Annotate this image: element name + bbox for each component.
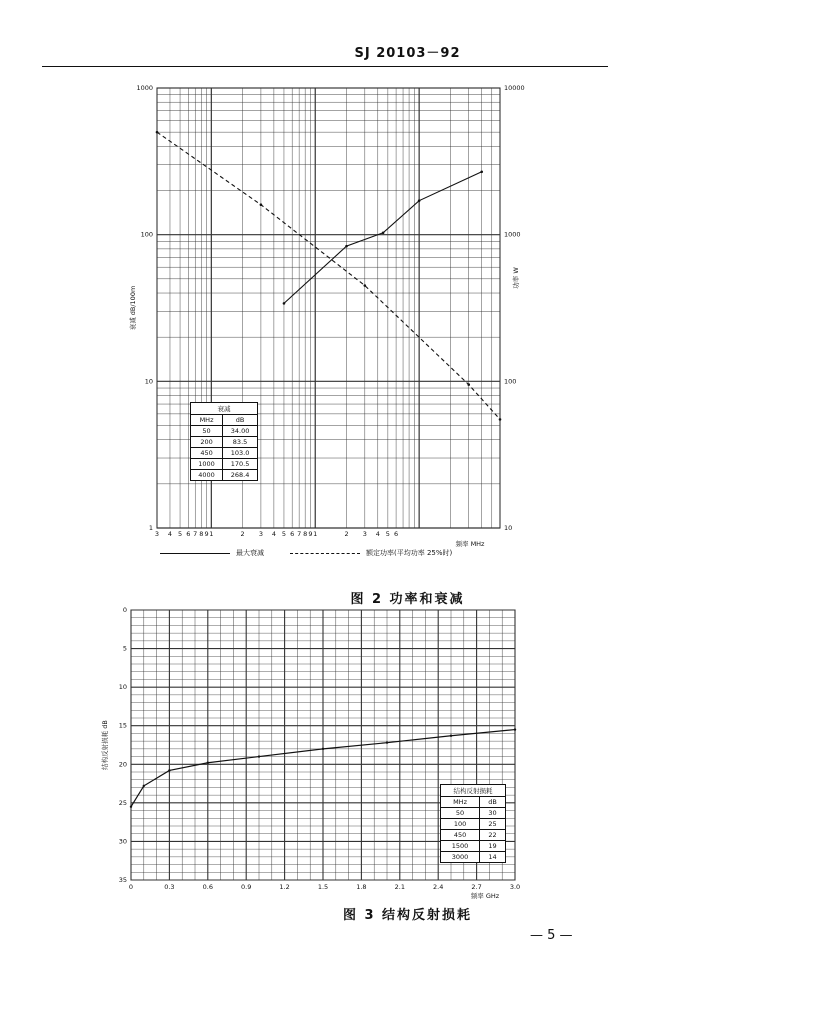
tick-label: 10 [504, 524, 513, 532]
table-row [191, 459, 258, 470]
data-point [260, 203, 263, 206]
table-cell: 30 [480, 808, 506, 819]
tick-label: 0 [128, 883, 134, 891]
table-cell: 1000 [191, 459, 223, 470]
table-cell: 14 [480, 852, 506, 863]
y-axis-label: 结构反射损耗 dB [101, 720, 109, 770]
table-cell: 450 [441, 830, 480, 841]
tick-label: 10 [144, 377, 153, 386]
tick-label: 1.8 [356, 883, 367, 891]
table-cell: 200 [191, 437, 223, 448]
page-number: — 5 — [530, 928, 573, 943]
tick-label: 1.2 [279, 883, 290, 891]
tick-label: 30 [118, 837, 127, 846]
tick-label: 3.0 [509, 883, 521, 891]
tick-label: 4 [167, 530, 173, 538]
legend-solid [160, 548, 264, 558]
table-row [191, 448, 258, 459]
legend-dashed [290, 548, 452, 558]
figure3-table-header: dB [480, 797, 506, 808]
figure3-table-title: 结构反射损耗 [441, 785, 506, 797]
tick-label: 8 [199, 530, 204, 538]
figure3-caption: 图 3 结构反射损耗 [342, 908, 473, 923]
tick-label: 7 [297, 530, 302, 538]
tick-label: 9 [204, 530, 209, 538]
tick-label: 6 [290, 530, 295, 538]
tick-label: 2.1 [394, 883, 405, 891]
tick-label: 1.5 [317, 883, 329, 891]
table-cell: 450 [191, 448, 223, 459]
figure2-table-header: dB [223, 415, 258, 426]
data-point [418, 199, 421, 202]
tick-label: 10 [118, 683, 127, 692]
tick-label: 3 [154, 530, 160, 538]
data-point [450, 735, 452, 737]
data-point [364, 284, 367, 287]
data-point [345, 245, 348, 248]
legend-solid-label: 最大衰减 [236, 549, 264, 557]
tick-label: 10000 [504, 84, 525, 92]
data-point [168, 769, 170, 771]
figure2-caption: 图 2 功率和衰减 [350, 592, 465, 607]
tick-label: 100 [140, 230, 153, 239]
data-point [156, 131, 159, 134]
tick-label: 1000 [136, 84, 153, 92]
table-row [441, 852, 506, 863]
x-axis-label: 频率 MHz [455, 540, 485, 548]
legend-dashed-swatch [290, 553, 360, 554]
tick-label: 7 [193, 530, 198, 538]
data-point [322, 748, 324, 750]
table-cell: 1500 [441, 841, 480, 852]
tick-label: 8 [303, 530, 308, 538]
table-cell: 4000 [191, 470, 223, 481]
tick-label: 5 [177, 530, 183, 538]
tick-label: 2 [240, 530, 245, 538]
data-point [514, 728, 516, 730]
tick-label: 25 [118, 798, 127, 807]
figure2-table-title: 衰减 [191, 403, 258, 415]
table-cell: 83.5 [223, 437, 258, 448]
table-row [441, 841, 506, 852]
table-row [191, 426, 258, 437]
figure3-table-header: MHz [441, 797, 480, 808]
tick-label: 1000 [504, 230, 521, 239]
tick-label: 3 [362, 530, 367, 538]
table-cell: 50 [441, 808, 480, 819]
tick-label: 1 [313, 530, 318, 538]
table-row [441, 819, 506, 830]
y2-axis-label: 功率 W [512, 267, 520, 289]
table-row [441, 830, 506, 841]
tick-label: 2 [344, 530, 349, 538]
tick-label: 1 [148, 524, 153, 532]
data-point [499, 418, 502, 421]
data-point [467, 383, 470, 386]
table-cell: 19 [480, 841, 506, 852]
tick-label: 2.7 [471, 883, 482, 891]
tick-label: 1 [209, 530, 214, 538]
tick-label: 0 [122, 606, 127, 614]
legend-dashed-label: 额定功率(平均功率 25%时) [366, 549, 453, 557]
tick-label: 35 [118, 876, 127, 884]
table-cell: 268.4 [223, 470, 258, 481]
tick-label: 0.9 [241, 883, 252, 891]
data-point [143, 785, 145, 787]
tick-label: 15 [118, 721, 127, 730]
table-row [191, 437, 258, 448]
tick-label: 6 [394, 530, 399, 538]
data-point [130, 806, 132, 808]
table-row [441, 808, 506, 819]
tick-label: 5 [122, 644, 127, 653]
legend-solid-swatch [160, 553, 230, 554]
tick-label: 20 [118, 760, 127, 769]
figure3-return-loss-table [440, 784, 506, 863]
figure2-table-header: MHz [191, 415, 223, 426]
y-axis-label: 衰减 dB/100m [129, 285, 137, 331]
tick-label: 4 [375, 530, 380, 538]
table-cell: 100 [441, 819, 480, 830]
table-row [191, 470, 258, 481]
table-cell: 103.0 [223, 448, 258, 459]
x-axis-label: 频率 GHz [470, 892, 500, 900]
table-cell: 22 [480, 830, 506, 841]
tick-label: 6 [186, 530, 191, 538]
tick-label: 100 [504, 377, 517, 386]
data-point [207, 762, 209, 764]
tick-label: 3 [258, 530, 263, 538]
tick-label: 4 [271, 530, 276, 538]
figure2-attenuation-table [190, 402, 258, 481]
table-cell: 25 [480, 819, 506, 830]
data-point [480, 170, 483, 173]
tick-label: 0.6 [202, 883, 213, 891]
data-point [258, 755, 260, 757]
tick-label: 2.4 [433, 883, 444, 891]
table-cell: 170.5 [223, 459, 258, 470]
table-cell: 34.00 [223, 426, 258, 437]
data-point [382, 231, 385, 234]
table-cell: 3000 [441, 852, 480, 863]
table-cell: 50 [191, 426, 223, 437]
tick-label: 5 [385, 530, 390, 538]
tick-label: 0.3 [164, 883, 175, 891]
tick-label: 9 [308, 530, 313, 538]
data-point [283, 302, 286, 305]
tick-label: 5 [281, 530, 287, 538]
data-point [386, 741, 388, 743]
document-code: SJ 20103－92 [354, 46, 461, 61]
